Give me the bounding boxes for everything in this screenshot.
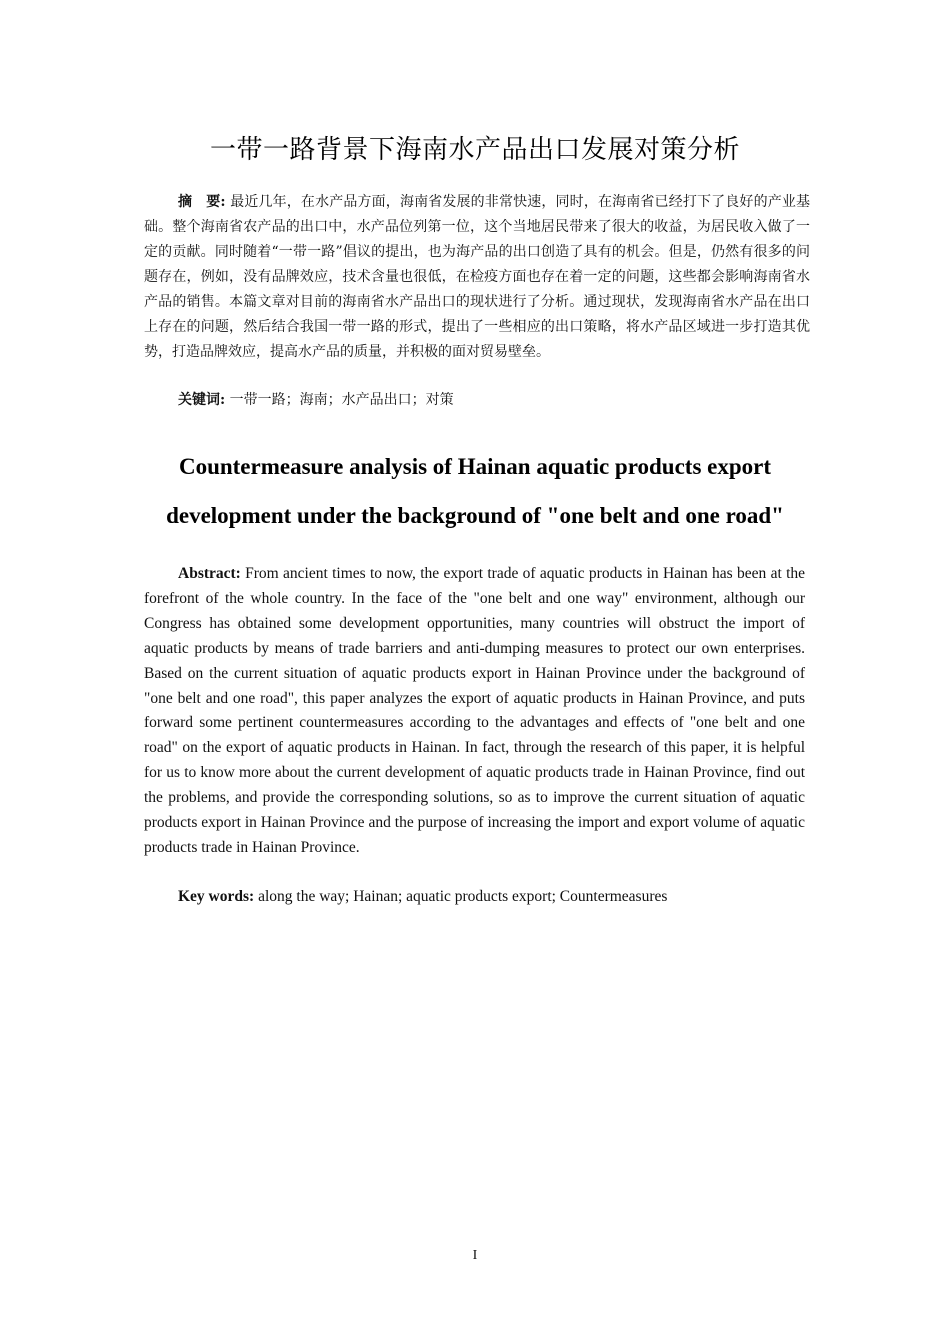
chinese-title: 一带一路背景下海南水产品出口发展对策分析 xyxy=(209,135,740,165)
english-keywords xyxy=(178,885,806,910)
english-title: Countermeasure analysis of Hainan aquatic products export development under the background of "one belt and one road" xyxy=(166,454,784,528)
chinese-abstract-label: 摘 要: xyxy=(178,194,226,210)
english-abstract xyxy=(144,562,805,861)
english-keywords-text: along the way; Hainan; aquatic products export; Countermeasures xyxy=(254,888,668,905)
chinese-abstract xyxy=(144,190,810,365)
english-abstract-text: From ancient times to now, the export trade of aquatic products in Hainan has been at the forefront of the whole country. In the face of the "one belt and one way" environment, although our Congress has obtained some development opportunities, many countries will obstruct the import of aquatic products by means of trade barriers and anti-dumping measures to protect our own enterprises. Based on the current situation of aquatic products export in Hainan Province under the background of "one belt and one road", this paper analyzes the export of aquatic products in Hainan Province, and puts forward some pertinent countermeasures according to the advantages and effects of "one belt and one road" on the export of aquatic products in Hainan. In fact, through the research of this paper, it is helpful for us to know more about the current development of aquatic products trade in Hainan Province, find out the problems, and provide the corresponding solutions, so as to improve the current situation of aquatic products export in Hainan Province and the purpose of increasing the import and export volume of aquatic products trade in Hainan Province. xyxy=(144,565,805,856)
english-keywords-label: Key words: xyxy=(178,888,255,905)
chinese-abstract-text: 最近几年，在水产品方面，海南省发展的非常快速，同时，在海南省已经打下了良好的产业基础。整个海南省农产品的出口中，水产品位列第一位，这个当地居民带来了很大的收益，为居民收入做了一定的贡献。同时随着“一带一路”倡议的提出，也为海产品的出口创造了具有的机会。但是，仍然有很多的问题存在，例如，没有品牌效应，技术含量也很低，在检疫方面也存在着一定的问题，这些都会影响海南省水产品的销售。本篇文章对目前的海南省水产品出口的现状进行了分析。通过现状，发现海南省水产品在出口上存在的问题，然后结合我国一带一路的形式，提出了一些相应的出口策略，将水产品区域进一步打造其优势，打造品牌效应，提高水产品的质量，并积极的面对贸易壁垒。 xyxy=(144,194,810,360)
english-abstract-label: Abstract: xyxy=(178,565,241,582)
page-number: I xyxy=(472,1248,478,1263)
chinese-keywords-text: 一带一路；海南；水产品出口；对策 xyxy=(225,392,454,408)
chinese-keywords-label: 关键词: xyxy=(178,392,226,408)
chinese-keywords xyxy=(178,388,810,413)
